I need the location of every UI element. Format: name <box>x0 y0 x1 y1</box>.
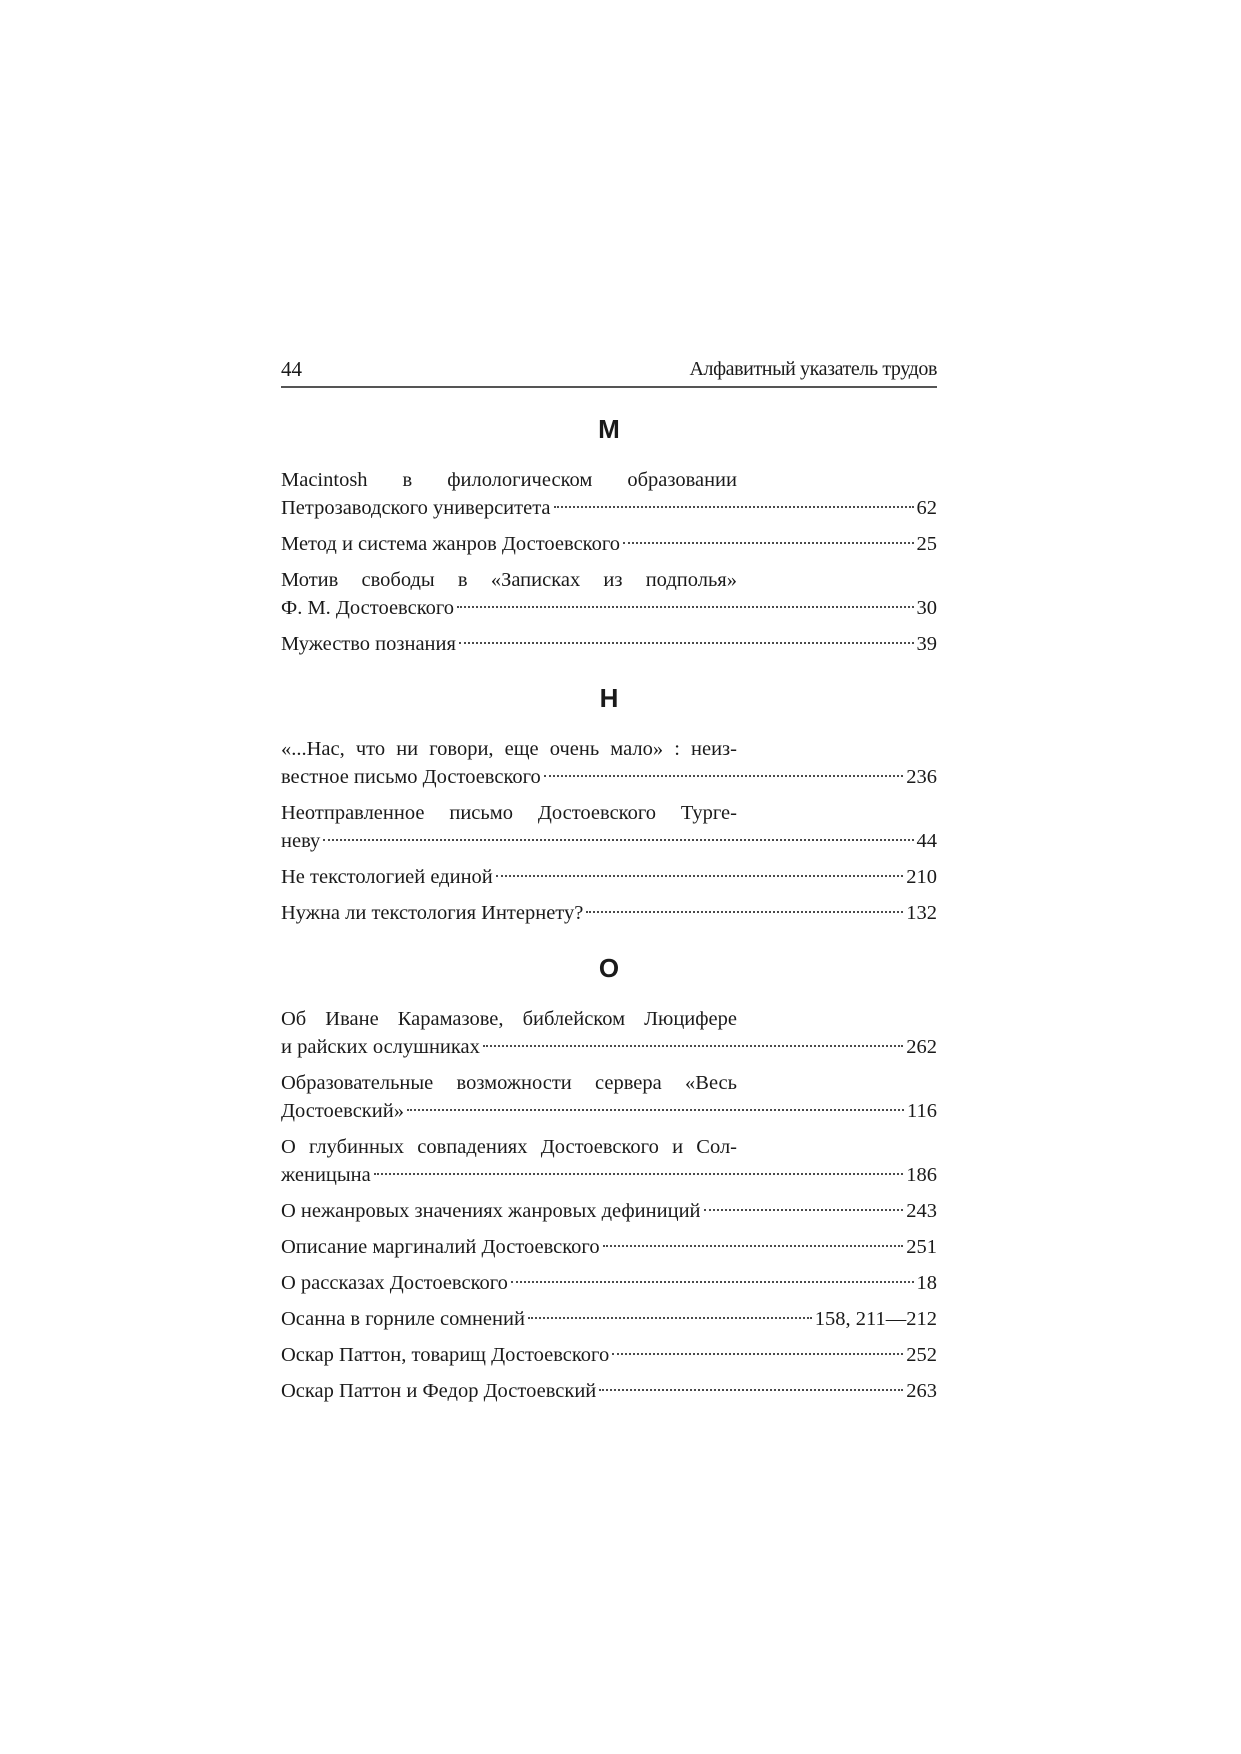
section-letter: Н <box>599 683 619 713</box>
index-entry <box>281 1005 937 1061</box>
dot-leader <box>623 542 914 544</box>
entry-title: Осанна в горниле сомнений <box>281 1308 525 1330</box>
dot-leader <box>374 1173 904 1175</box>
entry-title: женицына <box>281 1164 371 1186</box>
dot-leader <box>603 1245 904 1247</box>
page-reference: 263 <box>906 1380 937 1402</box>
entry-title: Оскар Паттон и Федор Достоевский <box>281 1380 597 1402</box>
entry-final-line <box>281 494 937 522</box>
entry-final-line <box>281 863 937 891</box>
entry-final-line <box>281 1161 937 1189</box>
entry-final-line <box>281 1197 937 1225</box>
dot-leader <box>457 606 913 608</box>
dot-leader <box>544 775 903 777</box>
page-reference: 62 <box>916 497 937 519</box>
dot-leader <box>704 1209 904 1211</box>
index-entry <box>281 1269 937 1297</box>
dot-leader <box>407 1109 904 1111</box>
page-reference: 116 <box>907 1100 937 1122</box>
entry-title: Нужна ли текстология Интернету? <box>281 902 584 924</box>
entry-title: Достоевский» <box>281 1100 404 1122</box>
index-entry <box>281 566 937 622</box>
entry-list <box>281 1005 937 1405</box>
dot-leader <box>554 506 914 508</box>
page-reference: 44 <box>916 830 937 852</box>
index-entry <box>281 863 937 891</box>
index-entry <box>281 1197 937 1225</box>
page-reference: 25 <box>916 533 937 555</box>
entry-final-line <box>281 827 937 855</box>
dot-leader <box>323 839 913 841</box>
entry-final-line <box>281 1033 937 1061</box>
entry-final-line <box>281 530 937 558</box>
entry-final-line <box>281 763 937 791</box>
entry-final-line <box>281 1377 937 1405</box>
index-entry <box>281 466 937 522</box>
index-entry <box>281 799 937 855</box>
page-reference: 30 <box>916 597 937 619</box>
page-reference: 243 <box>906 1200 937 1222</box>
entry-title: О рассказах Достоевского <box>281 1272 508 1294</box>
entry-title: Петрозаводского университета <box>281 497 551 519</box>
entry-title-line: Неотправленное письмо Достоевского Турге- <box>281 802 737 824</box>
entry-list <box>281 735 937 927</box>
page-reference: 262 <box>906 1036 937 1058</box>
page-reference: 210 <box>906 866 937 888</box>
index-entry <box>281 1133 937 1189</box>
entry-final-line <box>281 1341 937 1369</box>
index-section <box>281 683 937 935</box>
page-reference: 132 <box>906 902 937 924</box>
entry-final-line <box>281 899 937 927</box>
entry-title-line: «...Нас, что ни говори, еще очень мало» : неиз- <box>281 738 737 760</box>
entry-final-line <box>281 594 937 622</box>
entry-title: Мужество познания <box>281 633 456 655</box>
dot-leader <box>599 1389 903 1391</box>
index-entry <box>281 630 937 658</box>
page-reference: 158, 211—212 <box>814 1308 937 1330</box>
page-reference: 236 <box>906 766 937 788</box>
page-reference: 39 <box>916 633 937 655</box>
entry-title-line: О глубинных совпадениях Достоевского и Сол- <box>281 1136 737 1158</box>
entry-title: и райских ослушниках <box>281 1036 480 1058</box>
index-entry <box>281 1377 937 1405</box>
entry-title-line: Об Иване Карамазове, библейском Люцифере <box>281 1008 737 1030</box>
index-section <box>281 953 937 1413</box>
entry-title: Оскар Паттон, товарищ Достоевского <box>281 1344 610 1366</box>
page-reference: 18 <box>916 1272 937 1294</box>
entry-title: Не текстологией единой <box>281 866 493 888</box>
section-letter: М <box>598 414 620 444</box>
dot-leader <box>612 1353 903 1355</box>
index-entry <box>281 735 937 791</box>
entry-final-line <box>281 1269 937 1297</box>
page-number: 44 <box>281 357 302 381</box>
entry-title: О нежанровых значениях жанровых дефиниций <box>281 1200 701 1222</box>
running-title: Алфавитный указатель трудов <box>689 358 937 380</box>
dot-leader <box>459 642 914 644</box>
dot-leader <box>483 1045 903 1047</box>
entry-title: Метод и система жанров Достоевского <box>281 533 620 555</box>
entry-title: вестное письмо Достоевского <box>281 766 541 788</box>
entry-final-line <box>281 1233 937 1261</box>
dot-leader <box>496 875 903 877</box>
index-entry <box>281 899 937 927</box>
dot-leader <box>511 1281 914 1283</box>
entry-title: Описание маргиналий Достоевского <box>281 1236 600 1258</box>
index-entry <box>281 1305 937 1333</box>
entry-title-line: Macintosh в филологическом образовании <box>281 469 737 491</box>
entry-final-line <box>281 1097 937 1125</box>
page-header <box>281 356 937 388</box>
page-reference: 251 <box>906 1236 937 1258</box>
dot-leader <box>586 911 903 913</box>
page-reference: 252 <box>906 1344 937 1366</box>
page-reference: 186 <box>906 1164 937 1186</box>
index-entry <box>281 1233 937 1261</box>
entry-title-line: Образовательные возможности сервера «Весь <box>281 1072 737 1094</box>
entry-list <box>281 466 937 658</box>
index-entry <box>281 1341 937 1369</box>
entry-final-line <box>281 630 937 658</box>
index-entry <box>281 530 937 558</box>
index-entry <box>281 1069 937 1125</box>
entry-title-line: Мотив свободы в «Записках из подполья» <box>281 569 737 591</box>
dot-leader <box>528 1317 812 1319</box>
index-section <box>281 414 937 666</box>
entry-title: неву <box>281 830 321 852</box>
entry-final-line <box>281 1305 937 1333</box>
entry-title: Ф. М. Достоевского <box>281 597 455 619</box>
section-letter: О <box>598 953 620 983</box>
